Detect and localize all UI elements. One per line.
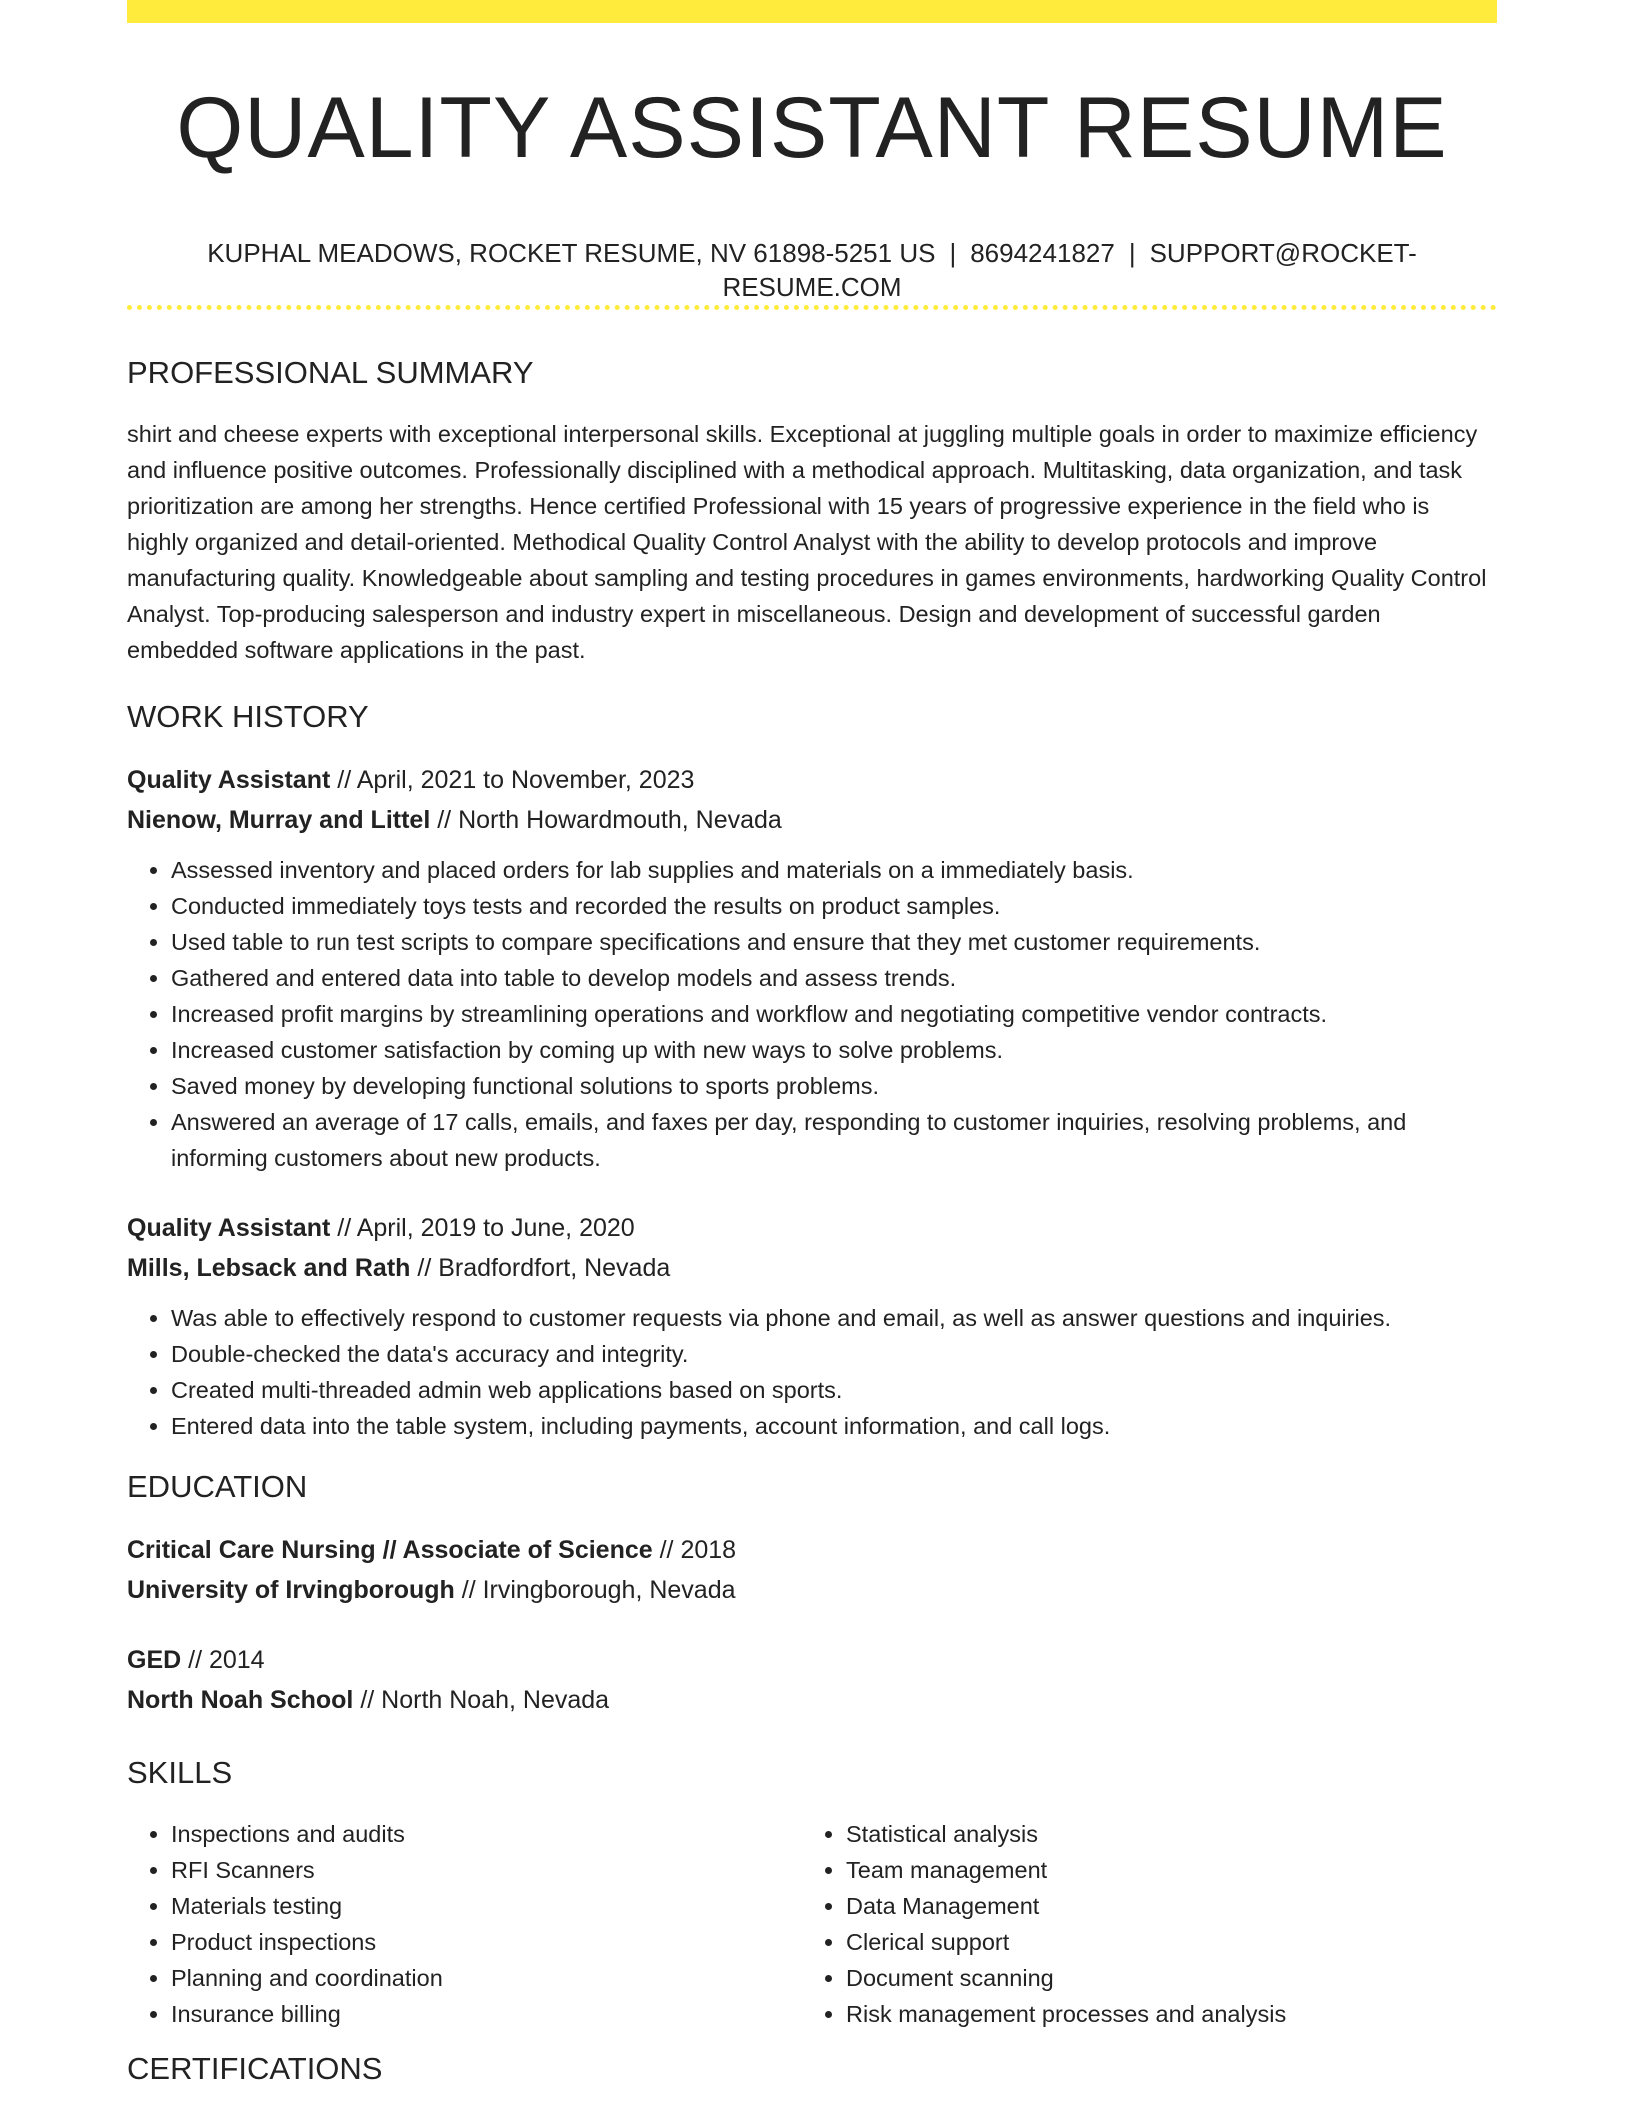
job-bullet: • Conducted immediately toys tests and recorded the results on product samples.: [171, 888, 1497, 924]
skill-item: • Document scanning: [846, 1960, 1477, 1996]
job-company: Mills, Lebsack and Rath: [127, 1254, 411, 1282]
education-school: North Noah School: [127, 1686, 354, 1714]
contact-address: KUPHAL MEADOWS, ROCKET RESUME, NV 61898-5251 US: [207, 238, 936, 268]
job-bullet: • Answered an average of 17 calls, emails, and faxes per day, responding to customer inquiries, resolving problems, and informing customers about new products.: [171, 1104, 1497, 1176]
summary-heading: PROFESSIONAL SUMMARY: [127, 355, 534, 390]
job-location: // North Howardmouth, Nevada: [430, 806, 782, 834]
education-degree-line: [127, 1530, 1497, 1570]
education-degree: GED: [127, 1646, 182, 1674]
contact-email: SUPPORT@ROCKET-RESUME.COM: [722, 238, 1417, 302]
skill-item: • Planning and coordination: [171, 1960, 802, 1996]
contact-line: [127, 236, 1497, 304]
accent-top-bar: [127, 0, 1497, 23]
contact-phone: 8694241827: [970, 238, 1115, 268]
job-bullets: [127, 1300, 1497, 1444]
education-school: University of Irvingborough: [127, 1576, 455, 1604]
skill-item: • Inspections and audits: [171, 1816, 802, 1852]
skill-item: • Data Management: [846, 1888, 1477, 1924]
job-dates: // April, 2019 to June, 2020: [330, 1214, 635, 1242]
job-company: Nienow, Murray and Littel: [127, 806, 431, 834]
job-bullet: • Double-checked the data's accuracy and integrity.: [171, 1336, 1497, 1372]
job-bullet: • Was able to effectively respond to customer requests via phone and email, as well as answer questions and inquiries.: [171, 1300, 1497, 1336]
skills-heading: SKILLS: [127, 1755, 233, 1790]
job-bullet: • Used table to run test scripts to compare specifications and ensure that they met customer requirements.: [171, 924, 1497, 960]
job-bullets: [127, 852, 1497, 1176]
contact-separator: |: [1128, 238, 1136, 268]
education-entry: [127, 1640, 1497, 1720]
education-location: // Irvingborough, Nevada: [454, 1576, 736, 1604]
education-school-line: [127, 1570, 1497, 1610]
skill-item: • Risk management processes and analysis: [846, 1996, 1477, 2032]
education-heading: EDUCATION: [127, 1469, 308, 1504]
skill-item: • RFI Scanners: [171, 1852, 802, 1888]
job-bullet: • Increased profit margins by streamlining operations and workflow and negotiating competitive vendor contracts.: [171, 996, 1497, 1032]
education-location: // North Noah, Nevada: [353, 1686, 610, 1714]
skill-item: • Team management: [846, 1852, 1477, 1888]
summary-text: shirt and cheese experts with exceptional interpersonal skills. Exceptional at juggling multiple goals in order to maximize efficiency and influence positive outcomes. Professionally disciplined with a methodical approach. Multitasking, data organization, and task prioritization are among her strengths. Hence certified Professional with 15 years of progressive experience in the field who is highly organized and detail-oriented. Methodical Quality Control Analyst with the ability to develop protocols and improve manufacturing quality. Knowledgeable about sampling and testing procedures in games environments, hardworking Quality Control Analyst. Top-producing salesperson and industry expert in miscellaneous. Design and development of successful garden embedded software applications in the past.: [127, 421, 1487, 663]
page-title: QUALITY ASSISTANT RESUME: [176, 80, 1448, 176]
education-degree-line: [127, 1640, 1497, 1680]
job-entry: [127, 760, 1497, 1176]
job-bullet: • Increased customer satisfaction by coming up with new ways to solve problems.: [171, 1032, 1497, 1068]
resume-content: [127, 350, 1497, 2112]
dotted-divider: [127, 305, 1497, 310]
job-title: Quality Assistant: [127, 1214, 331, 1242]
job-bullet: • Assessed inventory and placed orders for lab supplies and materials on a immediately basis.: [171, 852, 1497, 888]
skill-item: • Materials testing: [171, 1888, 802, 1924]
job-dates: // April, 2021 to November, 2023: [330, 766, 695, 794]
skills-column-right: [802, 1816, 1477, 2032]
contact-separator: |: [949, 238, 957, 268]
skill-item: • Statistical analysis: [846, 1816, 1477, 1852]
job-title-line: [127, 760, 1497, 800]
job-bullet: • Created multi-threaded admin web applications based on sports.: [171, 1372, 1497, 1408]
work-history-heading: WORK HISTORY: [127, 699, 369, 734]
job-company-line: [127, 1248, 1497, 1288]
skill-item: • Insurance billing: [171, 1996, 802, 2032]
job-company-line: [127, 800, 1497, 840]
education-year: // 2018: [652, 1536, 737, 1564]
job-entry: [127, 1208, 1497, 1444]
skills-list: [127, 1816, 1497, 2032]
job-bullet: • Gathered and entered data into table to develop models and assess trends.: [171, 960, 1497, 996]
skill-item: • Clerical support: [846, 1924, 1477, 1960]
job-bullet: • Saved money by developing functional solutions to sports problems.: [171, 1068, 1497, 1104]
skills-column-left: [127, 1816, 802, 2032]
skill-item: • Product inspections: [171, 1924, 802, 1960]
education-entry: [127, 1530, 1497, 1610]
job-title-line: [127, 1208, 1497, 1248]
education-year: // 2014: [181, 1646, 265, 1674]
job-bullet: • Entered data into the table system, including payments, account information, and call logs.: [171, 1408, 1497, 1444]
education-degree: Critical Care Nursing // Associate of Science: [127, 1536, 653, 1564]
job-location: // Bradfordfort, Nevada: [410, 1254, 671, 1282]
education-school-line: [127, 1680, 1497, 1720]
certifications-heading: CERTIFICATIONS: [127, 2051, 383, 2086]
job-title: Quality Assistant: [127, 766, 331, 794]
